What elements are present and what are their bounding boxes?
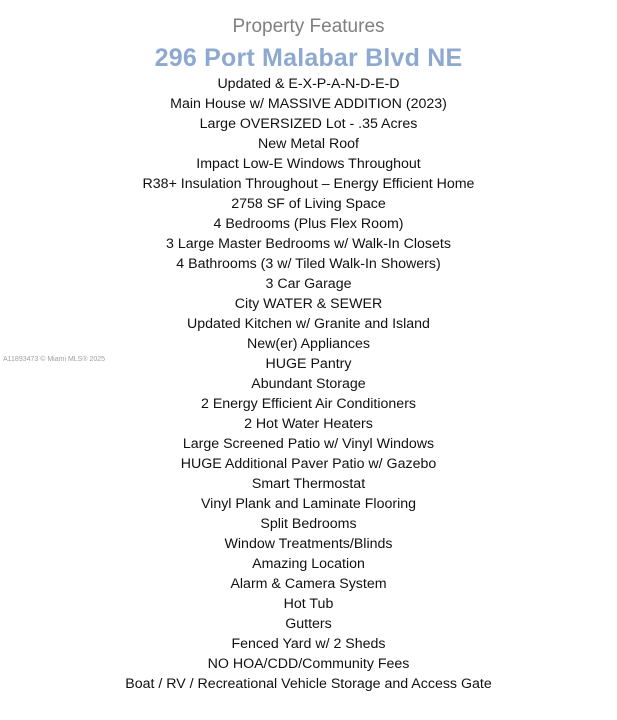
feature-item: 3 Large Master Bedrooms w/ Walk-In Closets bbox=[166, 236, 451, 252]
feature-item: Fenced Yard w/ 2 Sheds bbox=[231, 636, 386, 652]
feature-item: 4 Bathrooms (3 w/ Tiled Walk-In Showers) bbox=[176, 256, 441, 272]
document-header: Property Features bbox=[232, 16, 385, 37]
feature-item: HUGE Pantry bbox=[265, 356, 352, 372]
feature-item: Vinyl Plank and Laminate Flooring bbox=[200, 496, 417, 512]
features-list bbox=[0, 74, 617, 694]
feature-item: Gutters bbox=[285, 616, 332, 632]
feature-item: Abundant Storage bbox=[251, 376, 366, 392]
feature-item: Amazing Location bbox=[252, 556, 365, 572]
feature-item: Split Bedrooms bbox=[260, 516, 357, 532]
feature-item: Smart Thermostat bbox=[251, 476, 366, 492]
feature-item: NO HOA/CDD/Community Fees bbox=[207, 656, 410, 672]
feature-item: HUGE Additional Paver Patio w/ Gazebo bbox=[180, 456, 437, 472]
feature-item: 2758 SF of Living Space bbox=[231, 196, 386, 212]
mls-watermark: A11893473 © Miami MLS® 2025 bbox=[3, 356, 106, 363]
feature-item: New(er) Appliances bbox=[246, 336, 370, 352]
feature-item: 4 Bedrooms (Plus Flex Room) bbox=[213, 216, 404, 232]
feature-item: Main House w/ MASSIVE ADDITION (2023) bbox=[170, 96, 447, 112]
property-address: 296 Port Malabar Blvd NE bbox=[154, 44, 463, 72]
feature-item: New Metal Roof bbox=[258, 136, 359, 152]
feature-item: Hot Tub bbox=[283, 596, 334, 612]
feature-item: Boat / RV / Recreational Vehicle Storage and Access Gate bbox=[125, 676, 492, 692]
feature-item: Large Screened Patio w/ Vinyl Windows bbox=[182, 436, 435, 452]
feature-item: Window Treatments/Blinds bbox=[224, 536, 393, 552]
feature-item: Alarm & Camera System bbox=[230, 576, 387, 592]
feature-item: 2 Energy Efficient Air Conditioners bbox=[200, 396, 417, 412]
feature-item: 3 Car Garage bbox=[265, 276, 352, 292]
feature-item: City WATER & SEWER bbox=[234, 296, 383, 312]
feature-item: Impact Low-E Windows Throughout bbox=[196, 156, 421, 172]
feature-item: Large OVERSIZED Lot - .35 Acres bbox=[199, 116, 418, 132]
feature-item: Updated & E-X-P-A-N-D-E-D bbox=[217, 76, 400, 92]
feature-item: Updated Kitchen w/ Granite and Island bbox=[187, 316, 430, 332]
feature-item: 2 Hot Water Heaters bbox=[244, 416, 373, 432]
feature-item: R38+ Insulation Throughout – Energy Efficient Home bbox=[142, 176, 475, 192]
